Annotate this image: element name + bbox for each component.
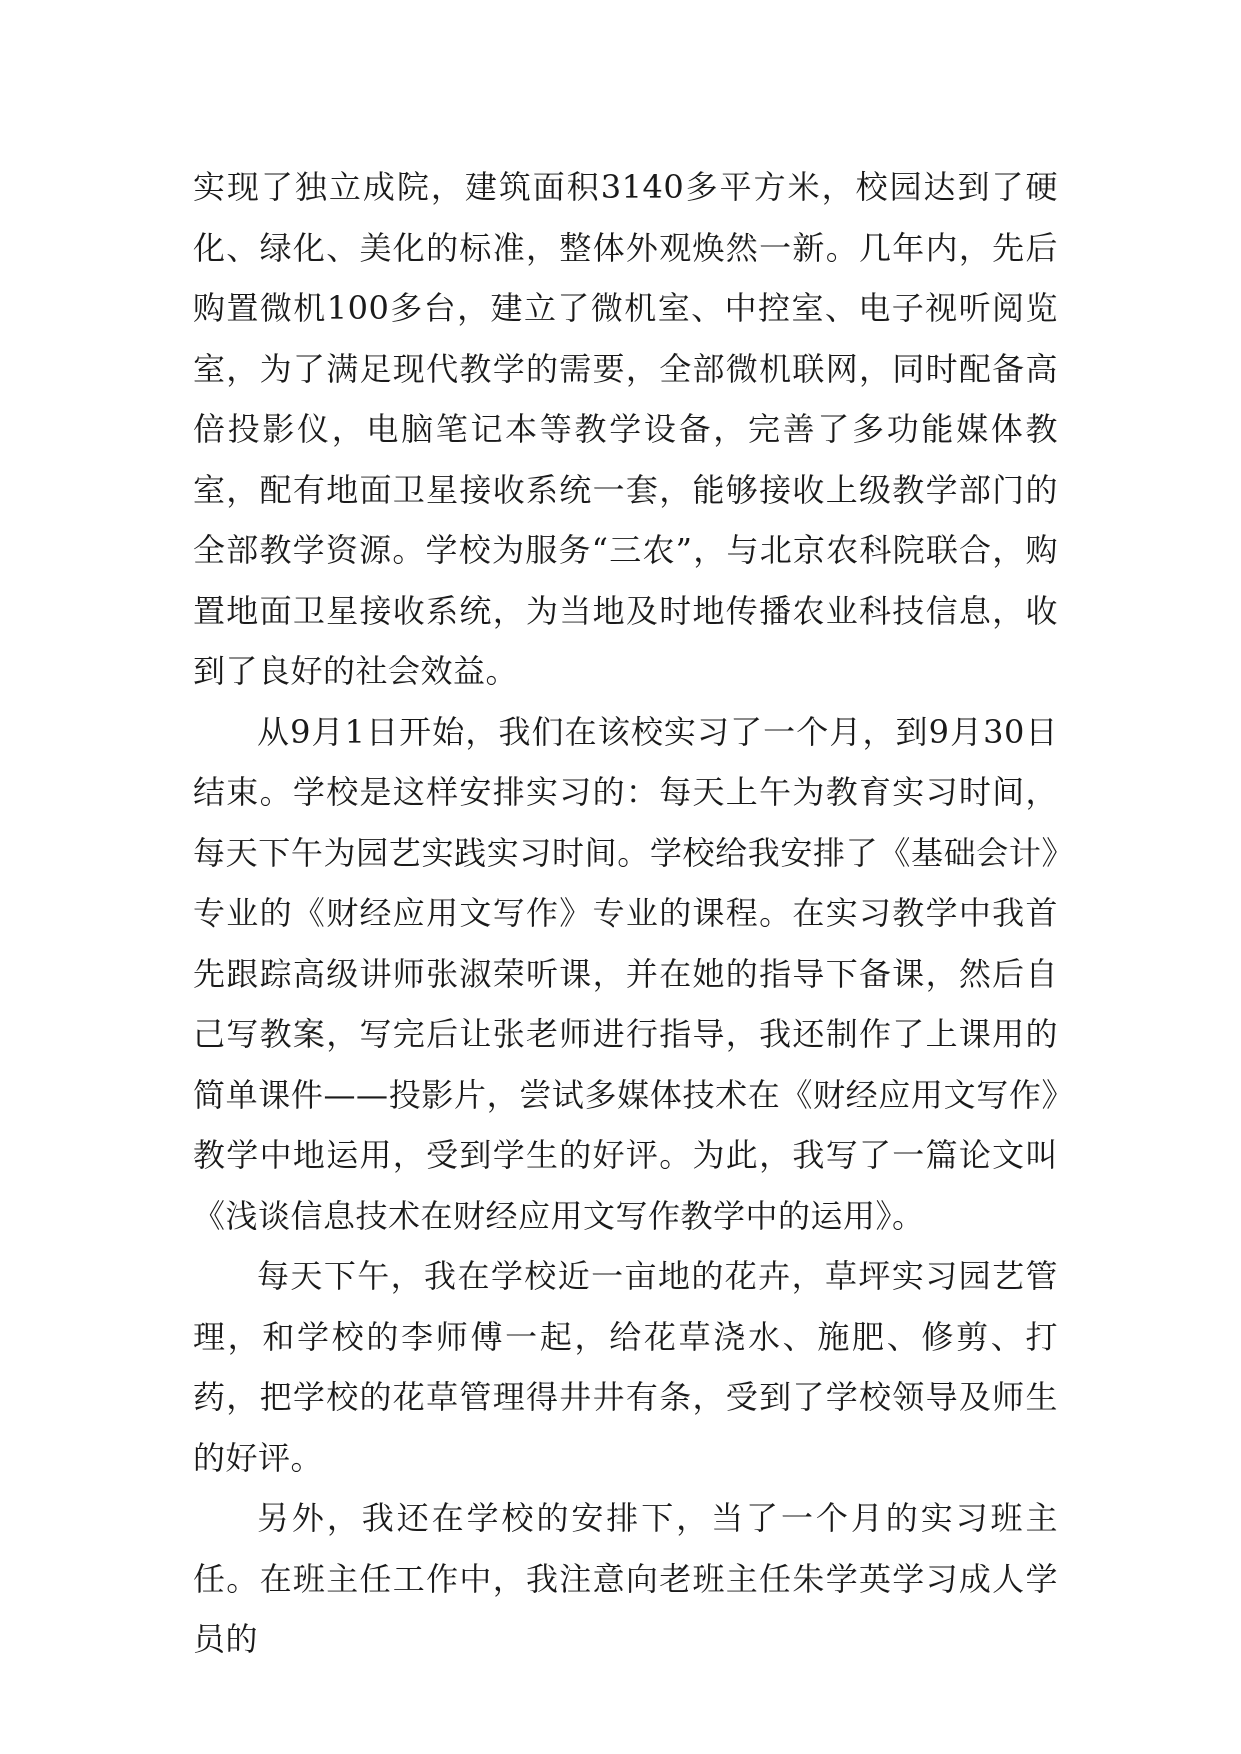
- paragraph-2: 从9月1日开始，我们在该校实习了一个月，到9月30日结束。学校是这样安排实习的：每天上午为教育实习时间，每天下午为园艺实践实习时间。学校给我安排了《基础会计》专业的《财经应用文写作》专业的课程。在实习教学中我首先跟踪高级讲师张淑荣听课，并在她的指导下备课，然后自己写教案，写完后让张老师进行指导，我还制作了上课用的简单课件——投影片，尝试多媒体技术在《财经应用文写作》教学中地运用，受到学生的好评。为此，我写了一篇论文叫《浅谈信息技术在财经应用文写作教学中的运用》。: [193, 712, 1058, 1235]
- paragraph-1: 实现了独立成院，建筑面积3140多平方米，校园达到了硬化、绿化、美化的标准，整体外观焕然一新。几年内，先后购置微机100多台，建立了微机室、中控室、电子视听阅览室，为了满足现代教学的需要，全部微机联网，同时配备高倍投影仪，电脑笔记本等教学设备，完善了多功能媒体教室，配有地面卫星接收系统一套，能够接收上级教学部门的全部教学资源。学校为服务“三农”，与北京农科院联合，购置地面卫星接收系统，为当地及时地传播农业科技信息，收到了良好的社会效益。: [193, 168, 1058, 690]
- paragraph-4: 另外，我还在学校的安排下，当了一个月的实习班主任。在班主任工作中，我注意向老班主任朱学英学习成人学员的: [193, 1499, 1058, 1658]
- document-body: [193, 157, 1058, 1670]
- paragraph-3: 每天下午，我在学校近一亩地的花卉，草坪实习园艺管理，和学校的李师傅一起，给花草浇水、施肥、修剪、打药，把学校的花草管理得井井有条，受到了学校领导及师生的好评。: [193, 1257, 1058, 1477]
